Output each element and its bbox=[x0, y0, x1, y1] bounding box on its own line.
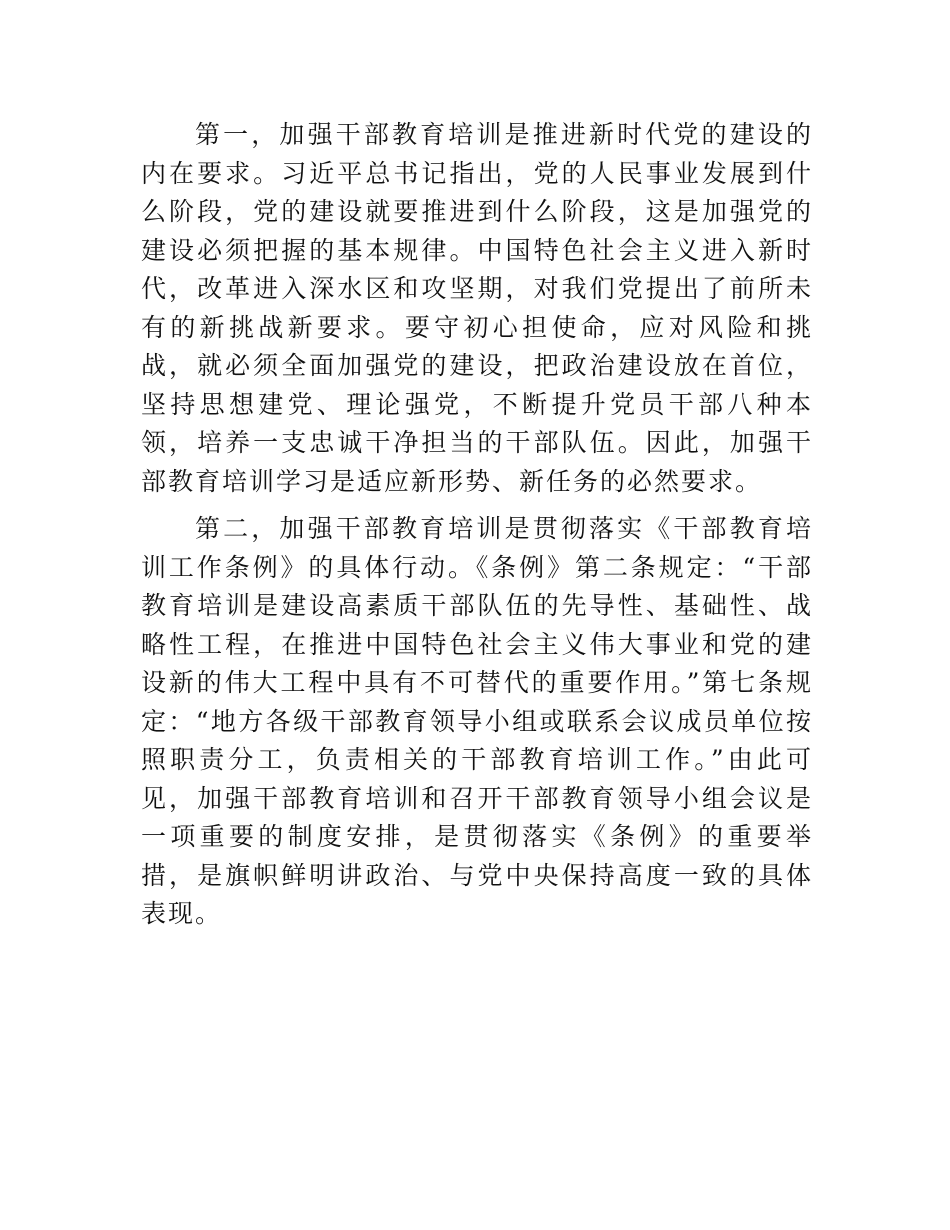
paragraph-2: 第二，加强干部教育培训是贯彻落实《干部教育培训工作条例》的具体行动。《条例》第二条规定：“干部教育培训是建设高素质干部队伍的先导性、基础性、战略性工程，在推进中国特色社会主义伟大事业和党的建设新的伟大工程中具有不可替代的重要作用。”第七条规定：“地方各级干部教育领导小组或联系会议成员单位按照职责分工，负责相关的干部教育培训工作。”由此可见，加强干部教育培训和召开干部教育领导小组会议是一项重要的制度安排，是贯彻落实《条例》的重要举措，是旗帜鲜明讲政治、与党中央保持高度一致的具体表现。 bbox=[141, 514, 813, 928]
document-body bbox=[141, 116, 813, 934]
paragraph-1: 第一，加强干部教育培训是推进新时代党的建设的内在要求。习近平总书记指出，党的人民事业发展到什么阶段，党的建设就要推进到什么阶段，这是加强党的建设必须把握的基本规律。中国特色社会主义进入新时代，改革进入深水区和攻坚期，对我们党提出了前所未有的新挑战新要求。要守初心担使命，应对风险和挑战，就必须全面加强党的建设，把政治建设放在首位，坚持思想建党、理论强党，不断提升党员干部八种本领，培养一支忠诚干净担当的干部队伍。因此，加强干部教育培训学习是适应新形势、新任务的必然要求。 bbox=[141, 120, 813, 496]
